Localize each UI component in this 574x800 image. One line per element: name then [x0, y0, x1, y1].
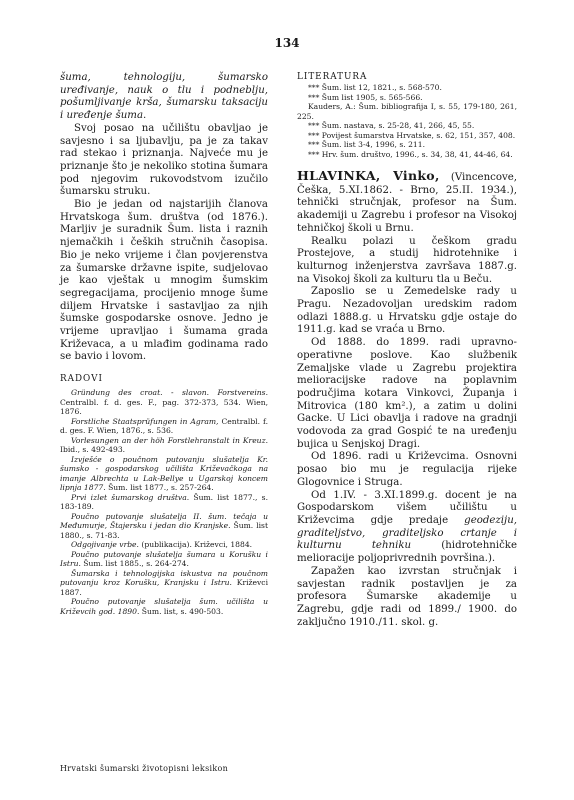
- radovi-entry: Izvješće o poučnom putovanju slušatelja Kr. šumsko - gospodarskog učilišta Križevačkoga na imanje Albrechta u Lak-Bellye u Ugarskoj koncem lipnja 1877. Šum. list 1877., s. 257-264.: [60, 454, 268, 493]
- radovi-entry: Poučno putovanje slušatelja šumara u Korušku i Istru. Šum. list 1885., s. 264-274.: [60, 549, 268, 569]
- literatura-entry: *** Šum. list 3-4, 1996, s. 211.: [308, 140, 425, 149]
- left-column: [60, 72, 268, 616]
- radovi-entry: Forstliche Staatsprüfungen in Agram, Centralbl. f. d. ges. F. Wien, 1876., s. 536.: [60, 416, 268, 436]
- right-paragraph: Zaposlio se u Zemedelske rady u Pragu. Nezadovoljan uredskim radom odlazi 1888.g. u Hrvatsku gdje ostaje do 1911.g. kad se vraća u Brno.: [297, 286, 517, 336]
- page-footer: Hrvatski šumarski životopisni leksikon: [60, 764, 229, 773]
- literatura-list: [297, 83, 517, 159]
- radovi-entry: Poučno putovanje slušatelja šum. učilišta u Križevcih god. 1890. Šum. list, s. 490-503.: [60, 597, 268, 616]
- intro-text: šuma, tehnologiju, šumarsko uređivanje, nauk o tlu i podneblju, pošumljivanje krša, šumarsku taksaciju i uređenje šuma.: [60, 72, 268, 122]
- radovi-entry: Vorlesungen an der höh Forstlehranstalt in Kreuz. Ibid., s. 492-493.: [60, 435, 268, 455]
- right-paragraph: Od 1888. do 1899. radi upravno-operativne poslove. Kao službenik Zemaljske vlade u Zagrebu projektira melioracijske radove na poplavnim područjima kotara Vinkovci, Županja i Mitrovica (180 km².), a zatim u dolini Gacke. U Lici obavlja i radove na gradnji vodovoda za grad Gospić te na uređenju bujica u Senjskoj Dragi.: [297, 337, 517, 450]
- right-paragraph: Zapažen kao izvrstan stručnjak i savjestan radnik postavljen je za profesora Šumarske akademije u Zagrebu, gdje radi od 1899./ 1900. do zaključno 1910./11. skol. g.: [297, 565, 517, 628]
- literatura-entry: *** Šum. nastava, s. 25-28, 41, 266, 45, 55.: [308, 121, 475, 130]
- literatura-entry: *** Povijest šumarstva Hrvatske, s. 62, 151, 357, 408.: [308, 130, 516, 140]
- literatura-entry: *** Hrv. šum. društvo, 1996., s. 34, 38, 41, 44-46, 64.: [308, 149, 513, 159]
- literatura-heading: LITERATURA: [297, 72, 368, 82]
- radovi-entry: Šumarska i tehnologijska iskustva na poučnom putovanju kroz Korušku, Kranjsku i Istru. Križevci 1887.: [60, 568, 268, 597]
- radovi-entry: Poučno putovanje slušatelja II. šum. tečaja u Međumurje, Štajersku i jedan dio Kranjske. Šum. list 1880., s. 71-83.: [60, 511, 269, 540]
- left-paragraph: Bio je jedan od najstarijih članova Hrvatskoga šum. društva (od 1876.). Marljiv je suradnik Šum. lista i raznih njemačkih i čeških stručnih časopisa. Bio je neko vrijeme i član povjerenstva za šumarske državne ispite, sudjelovao je kao vještak u mnogim šumskim segregacijama, procijenio mnoge šume diljem Hrvatske i sastavljao za njih šumske gospodarske osnove. Jedno je vrijeme upravljao i šumama grada Križevaca, a u mlađim godinama rado se bavio i lovom.: [60, 199, 268, 363]
- left-paragraph: Svoj posao na učilištu obavljao je savjesno i sa ljubavlju, pa je za takav rad stekao i priznanja. Najveće mu je priznanje što je nekoliko stotina šumara pod njegovim rukovodstvom izučilo šumarsku struku.: [60, 122, 268, 198]
- literatura-entry: Kauders, A.: Šum. bibliografija I, s. 55, 179-180, 261, 225.: [297, 102, 517, 121]
- right-paragraph: Realku polazi u češkom gradu Prostejove, a studij hidrotehnike i kulturnog inženjerstva završava 1887.g. na Visokoj školi za kulturu tla u Beču.: [297, 235, 517, 285]
- right-column: [297, 72, 517, 629]
- radovi-entry: Odgojivanje vrbe. (publikacija). Križevci, 1884.: [71, 540, 253, 550]
- literatura-entry: *** Šum list 1905, s. 565-566.: [308, 92, 423, 102]
- literatura-entry: *** Šum. list 12, 1821., s. 568-570.: [308, 83, 442, 92]
- page-number: 134: [274, 36, 300, 50]
- right-paragraph: Od 1.IV. - 3.XI.1899.g. docent je na Gospodarskom višem učilištu u Križevcima gdje predaje geodeziju, graditeljstvo, graditeljsko crtanje i kulturnu tehniku (hidrotehničke melioracije poljoprivrednih površina.).: [297, 489, 517, 565]
- radovi-entry: Gründung des croat. - slavon. Forstvereins. Centralbl. f. d. ges. F., pag. 372-373, 534. Wien, 1876.: [60, 388, 268, 417]
- right-paragraph: Od 1896. radi u Križevcima. Osnovni posao bio mu je regulacija rijeke Glogovnice i Struga.: [297, 451, 517, 488]
- radovi-list: [60, 388, 268, 616]
- radovi-heading: RADOVI: [60, 374, 103, 385]
- headword: HLAVINKA, Vinko,: [297, 168, 440, 183]
- radovi-entry: Prvi izlet šumarskog društva. Šum. list 1877., s. 183-189.: [60, 492, 268, 512]
- entry-intro: HLAVINKA, Vinko, (Vincencove, Češka, 5.XI.1862. - Brno, 25.II. 1934.), tehnički stručnjak, profesor na Šum. akademiji u Zagrebu i profesor na Visokoj tehničkoj školi u Brnu.: [297, 168, 517, 234]
